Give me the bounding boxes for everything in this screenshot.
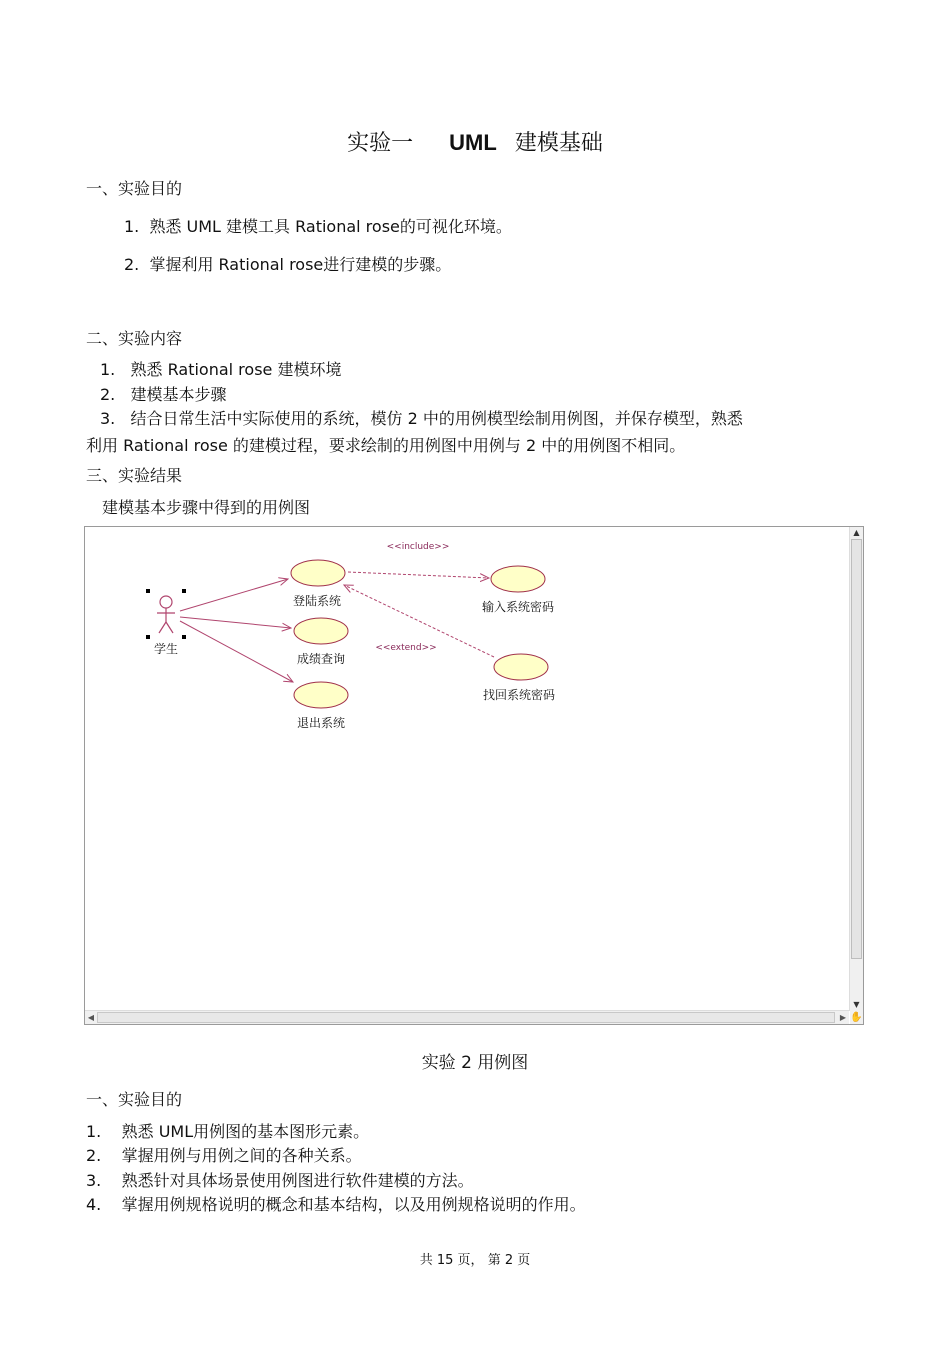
scroll-down-icon[interactable]: ▼ [853,1000,860,1009]
usecase-query-label: 成绩查询 [296,652,346,666]
title-pre: 实验一 [347,131,414,156]
scroll-up-icon[interactable]: ▲ [853,528,860,537]
usecase-input-password-label: 输入系统密码 [481,600,555,614]
list-item: 1. 熟悉 Rational rose 建模环境 [100,360,342,379]
vertical-scroll-thumb[interactable] [851,539,862,959]
include-relation [348,572,489,578]
section-heading-purpose: 一、实验目的 [86,179,183,198]
list-item: 2. 掌握利用 Rational rose进行建模的步骤。 [124,255,452,274]
horizontal-scrollbar[interactable] [85,1010,849,1024]
usecase-login[interactable] [291,560,345,586]
title-post: 建模基础 [514,131,603,156]
list-item: 2. 掌握用例与用例之间的各种关系。 [86,1146,362,1165]
extend-label: <<extend>> [375,643,437,653]
list-item: 2. 建模基本步骤 [100,385,227,404]
usecase-login-label: 登陆系统 [292,594,342,608]
list-item-continuation: 利用 Rational rose 的建模过程，要求绘制的用例图中用例与 2 中的用例图不相同。 [86,436,686,455]
usecase-query[interactable] [294,618,348,644]
list-item: 1. 熟悉 UML 建模工具 Rational rose的可视化环境。 [124,217,512,236]
usecase-recover-password[interactable] [494,654,548,680]
include-label: <<include>> [386,542,450,552]
section-heading-results: 三、实验结果 [86,466,183,485]
section-heading-content: 二、实验内容 [86,329,183,348]
association-lines [180,579,293,682]
usecase-input-password[interactable] [491,566,545,592]
list-item: 1. 熟悉 UML用例图的基本图形元素。 [86,1122,370,1141]
actor-label: 学生 [153,642,179,656]
diagram-canvas [85,527,849,1011]
title-uml: UML [449,130,497,155]
horizontal-scroll-thumb[interactable] [97,1012,835,1023]
usecase-logout[interactable] [294,682,348,708]
list-item: 4. 掌握用例规格说明的概念和基本结构，以及用例规格说明的作用。 [86,1195,586,1214]
results-intro: 建模基本步骤中得到的用例图 [102,498,311,517]
scroll-left-icon[interactable]: ◀ [87,1013,95,1022]
page-footer: 共 15 页， 第 2 页 [419,1253,531,1268]
use-case-diagram [84,526,864,1025]
vertical-scrollbar[interactable] [849,527,863,1011]
actor-student[interactable] [157,596,175,633]
list-item: 3. 结合日常生活中实际使用的系统，模仿 2 中的用例模型绘制用例图，并保存模型，熟悉 [100,409,743,428]
section-caption: 实验 2 用例图 [421,1053,529,1073]
hand-tool-icon[interactable]: ✋ [850,1012,863,1023]
section-heading-purpose-2: 一、实验目的 [86,1090,183,1109]
usecase-recover-password-label: 找回系统密码 [482,688,556,702]
usecase-logout-label: 退出系统 [296,716,346,730]
list-item: 3. 熟悉针对具体场景使用例图进行软件建模的方法。 [86,1171,474,1190]
page-title [0,126,950,157]
scroll-right-icon[interactable]: ▶ [839,1013,847,1022]
